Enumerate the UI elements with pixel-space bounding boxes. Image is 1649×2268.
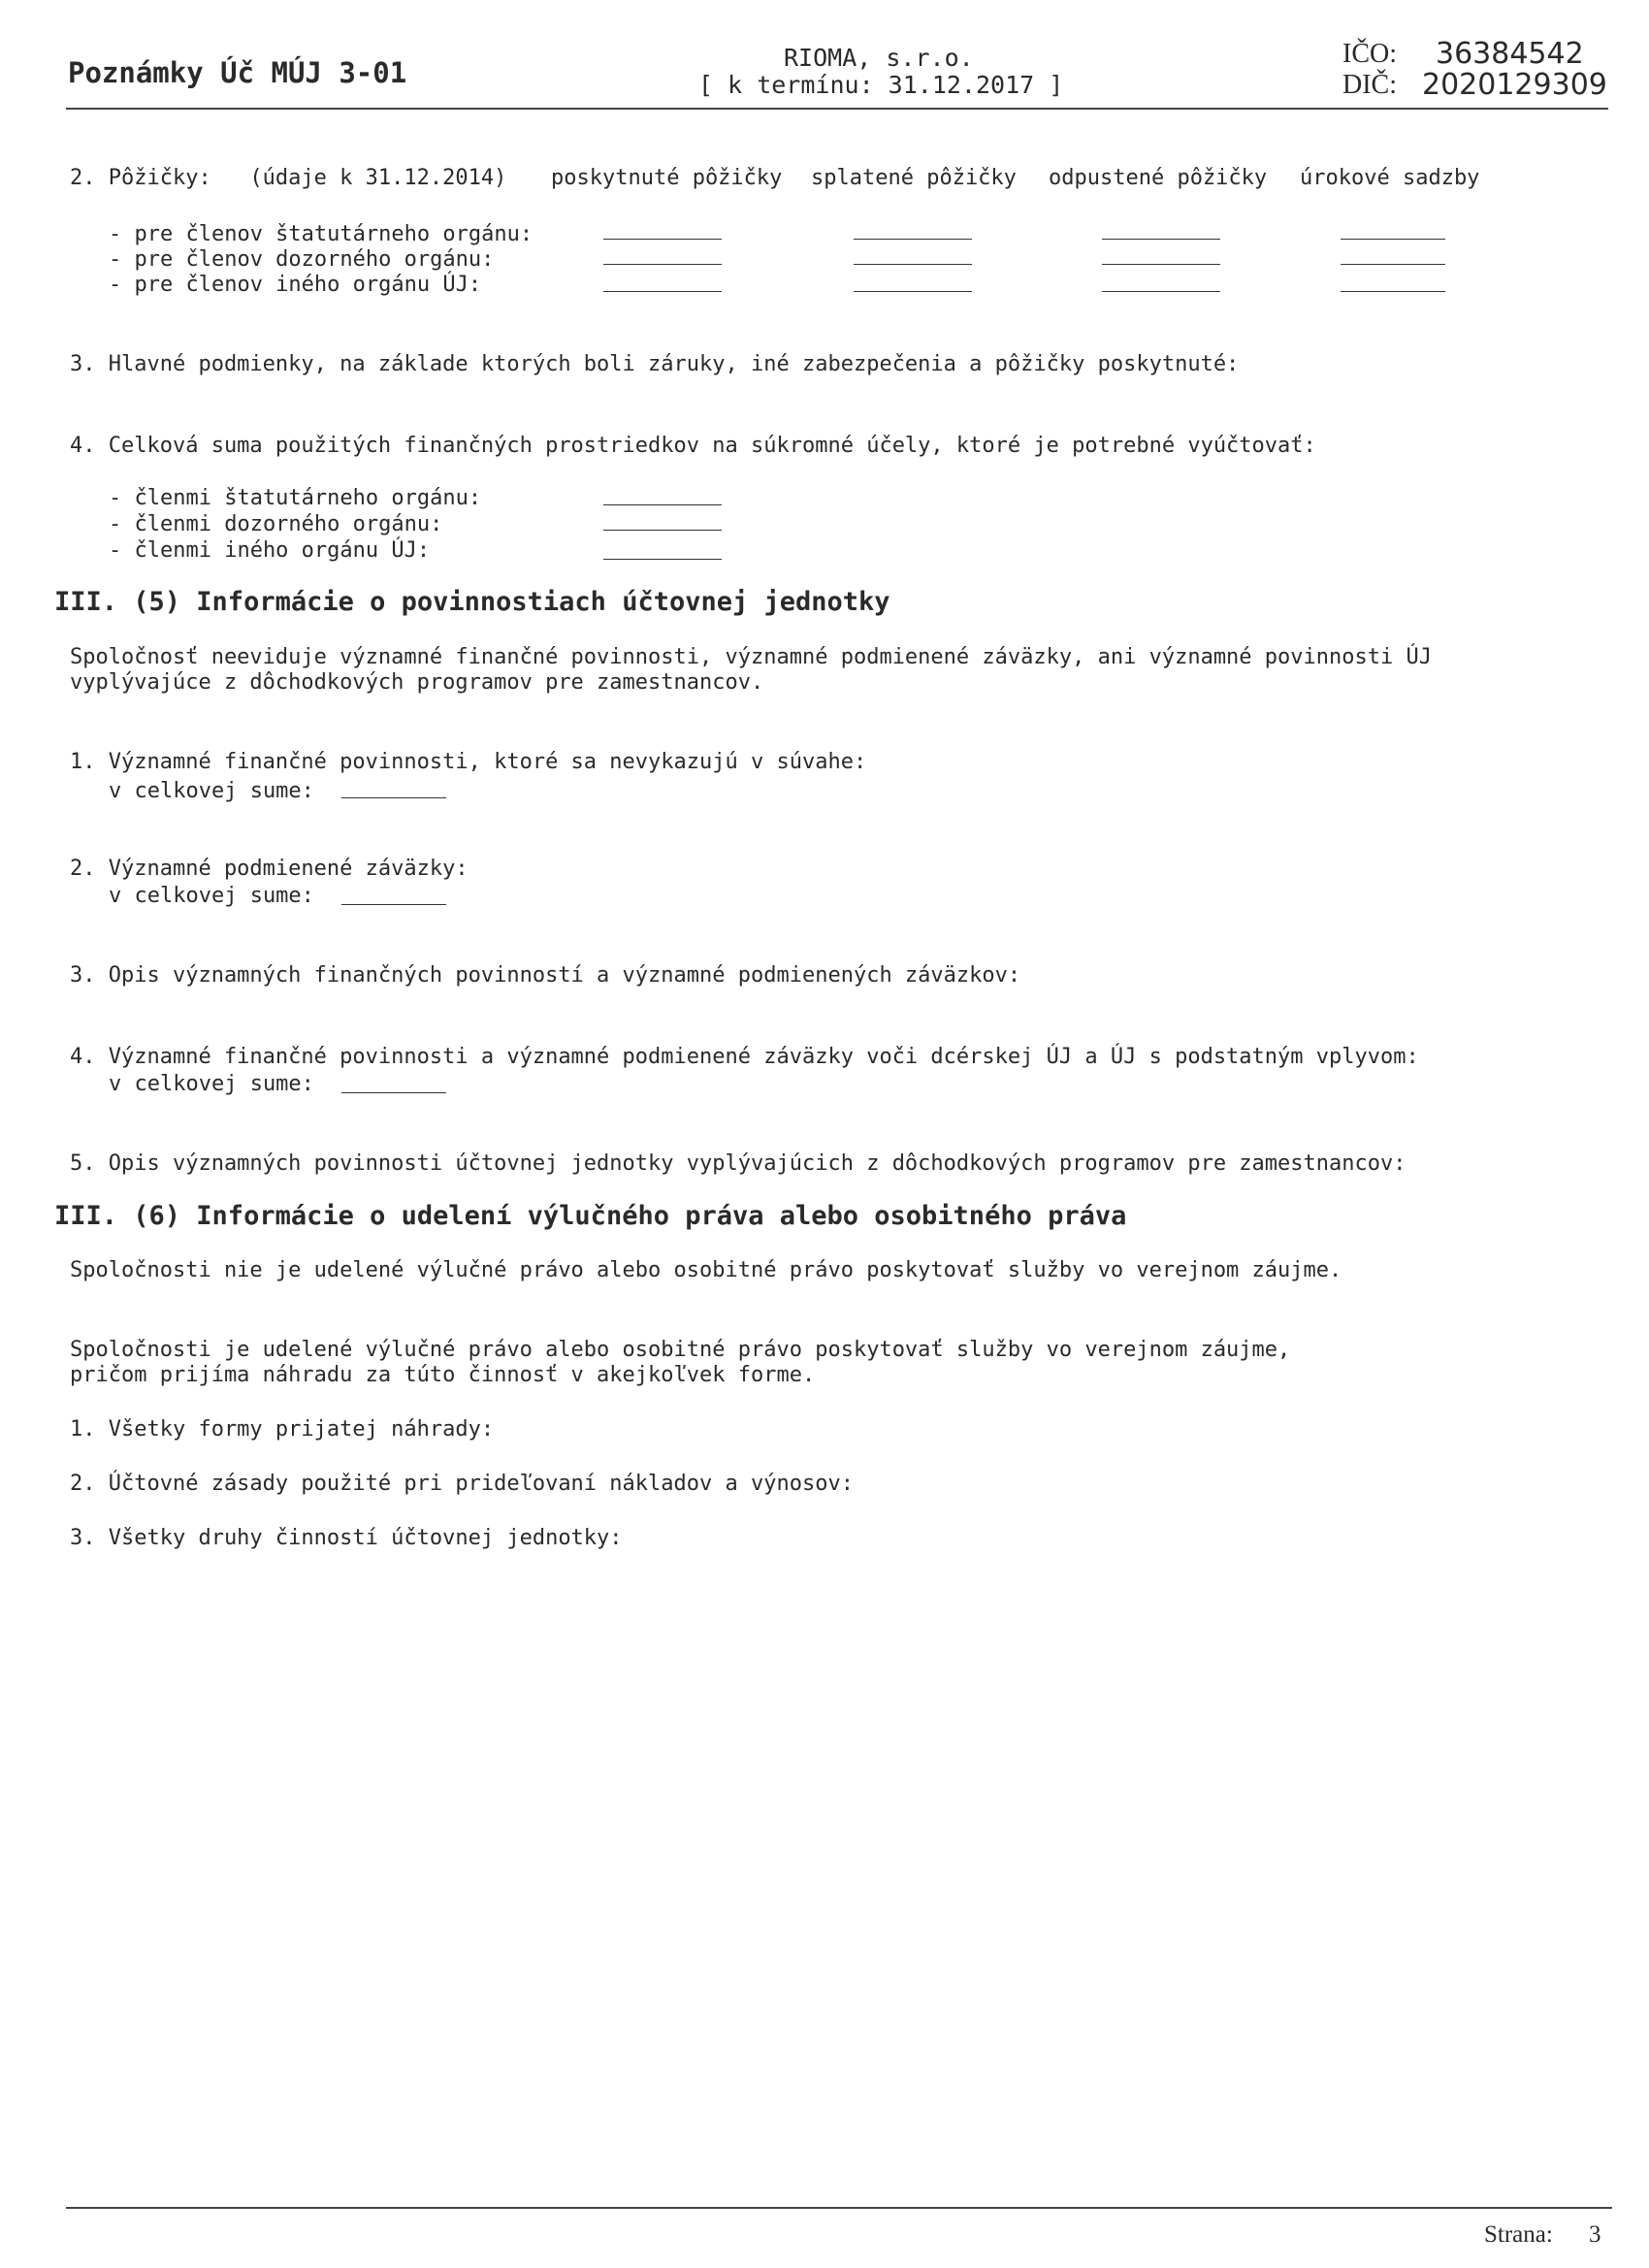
section5-item4-blank	[341, 1092, 446, 1093]
form-title: Poznámky Úč MÚJ 3-01	[68, 56, 407, 89]
private-use-row-other: - členmi iného orgánu ÚJ:	[109, 538, 431, 563]
private-use-row-supervisory: - členmi dozorného orgánu:	[109, 512, 443, 536]
section6-para2-line2: pričom prijíma náhradu za túto činnosť v akejkoľvek forme.	[70, 1363, 816, 1387]
loans-row-statutory: - pre členov štatutárneho orgánu:	[109, 222, 534, 246]
private-use-blank-2	[603, 530, 722, 531]
ico-label: IČO:	[1342, 39, 1397, 69]
company-name: RIOMA, s.r.o.	[784, 44, 974, 72]
loans-blank-r2-c1	[603, 264, 722, 265]
section5-item1-blank	[341, 797, 446, 798]
term-date: [ k termínu: 31.12.2017 ]	[698, 71, 1064, 99]
section6-para2-line1: Spoločnosti je udelené výlučné právo alebo osobitné právo poskytovať služby vo verejnom záujme,	[70, 1338, 1291, 1362]
loans-blank-r1-c2	[854, 239, 972, 240]
loans-col-repaid: splatené pôžičky	[811, 166, 1017, 190]
private-use-blank-3	[603, 559, 722, 560]
section5-item2-sub: v celkovej sume:	[109, 884, 314, 908]
section6-item3: 3. Všetky druhy činností účtovnej jednotky:	[70, 1526, 623, 1550]
guarantees-conditions: 3. Hlavné podmienky, na základe ktorých boli záruky, iné zabezpečenia a pôžičky poskytnuté:	[70, 352, 1240, 376]
loans-blank-r2-c2	[854, 264, 972, 265]
loans-blank-r1-c4	[1341, 239, 1445, 240]
section6-item2: 2. Účtovné zásady použité pri prideľovaní nákladov a výnosov:	[70, 1472, 854, 1496]
private-use-title: 4. Celková suma použitých finančných prostriedkov na súkromné účely, ktoré je potrebné vyúčtovať:	[70, 434, 1316, 458]
page-label: Strana:	[1484, 2221, 1553, 2248]
loans-col-provided: poskytnuté pôžičky	[551, 166, 783, 190]
section5-intro-line2: vyplývajúce z dôchodkových programov pre zamestnancov.	[70, 670, 764, 695]
section5-item2-blank	[341, 904, 446, 905]
loans-blank-r1-c1	[603, 239, 722, 240]
section5-heading: III. (5) Informácie o povinnostiach účtovnej jednotky	[54, 587, 890, 617]
dic-label: DIČ:	[1342, 70, 1397, 100]
private-use-row-statutory: - členmi štatutárneho orgánu:	[109, 486, 482, 510]
section6-heading: III. (6) Informácie o udelení výlučného práva alebo osobitného práva	[54, 1201, 1127, 1231]
section5-item1-sub: v celkovej sume:	[109, 779, 314, 803]
loans-row-supervisory: - pre členov dozorného orgánu:	[109, 247, 495, 272]
footer-rule	[66, 2207, 1612, 2209]
section5-item3: 3. Opis významných finančných povinností a významné podmienených záväzkov:	[70, 963, 1021, 988]
ico-value: 36384542	[1436, 37, 1584, 71]
loans-blank-r3-c3	[1102, 291, 1220, 292]
section5-item2: 2. Významné podmienené záväzky:	[70, 857, 469, 881]
loans-row-other: - pre členov iného orgánu ÚJ:	[109, 273, 482, 297]
section6-item1: 1. Všetky formy prijatej náhrady:	[70, 1417, 495, 1442]
section6-para1: Spoločnosti nie je udelené výlučné právo alebo osobitné právo poskytovať služby vo verejnom záujme.	[70, 1258, 1342, 1282]
section5-item4: 4. Významné finančné povinnosti a významné podmienené záväzky voči dcérskej ÚJ a ÚJ s podstatným vplyvom:	[70, 1045, 1419, 1069]
loans-blank-r3-c4	[1341, 291, 1445, 292]
section5-intro-line1: Spoločnosť neeviduje významné finančné povinnosti, významné podmienené záväzky, ani významné povinnosti ÚJ	[70, 645, 1432, 669]
loans-blank-r3-c1	[603, 291, 722, 292]
section5-item1: 1. Významné finančné povinnosti, ktoré sa nevykazujú v súvahe:	[70, 750, 867, 774]
page-number: 3	[1589, 2221, 1601, 2248]
loans-blank-r2-c4	[1341, 264, 1445, 265]
loans-title: 2. Pôžičky: (údaje k 31.12.2014)	[70, 166, 507, 190]
loans-blank-r1-c3	[1102, 239, 1220, 240]
loans-col-interest: úrokové sadzby	[1300, 166, 1480, 190]
loans-col-forgiven: odpustené pôžičky	[1049, 166, 1268, 190]
loans-blank-r2-c3	[1102, 264, 1220, 265]
header-rule	[66, 108, 1608, 110]
private-use-blank-1	[603, 504, 722, 505]
dic-value: 2020129309	[1422, 68, 1607, 102]
loans-blank-r3-c2	[854, 291, 972, 292]
section5-item5: 5. Opis významných povinnosti účtovnej jednotky vyplývajúcich z dôchodkových programov pre zamestnancov:	[70, 1151, 1406, 1176]
section5-item4-sub: v celkovej sume:	[109, 1072, 314, 1096]
